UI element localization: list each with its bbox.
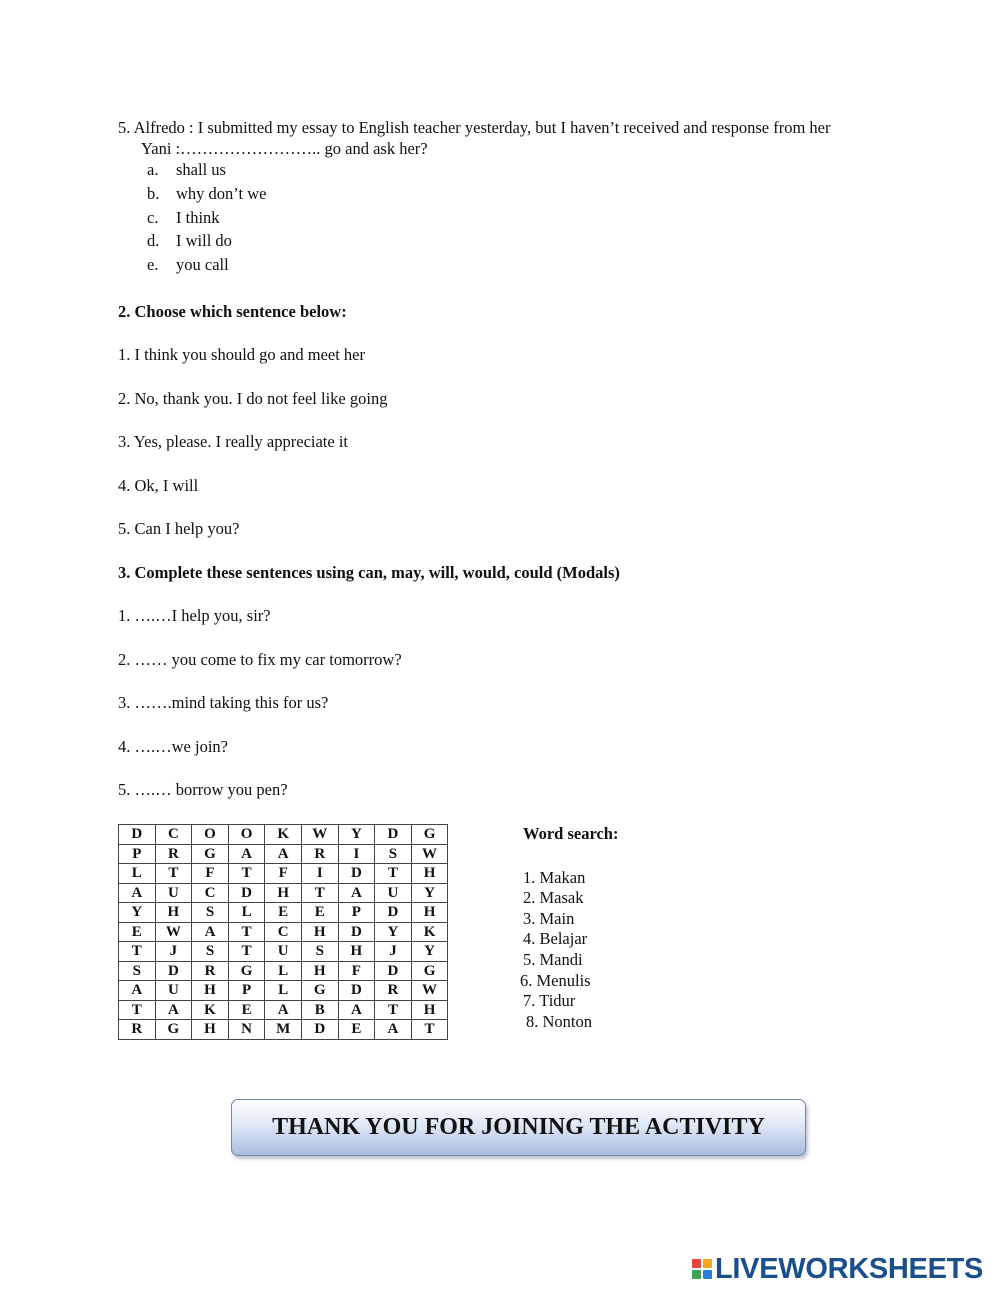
grid-cell[interactable]: D	[375, 903, 412, 923]
grid-cell[interactable]: H	[338, 942, 375, 962]
grid-cell[interactable]: R	[301, 844, 338, 864]
grid-cell[interactable]: T	[411, 1020, 448, 1040]
grid-cell[interactable]: B	[301, 1000, 338, 1020]
grid-cell[interactable]: O	[192, 825, 229, 845]
grid-cell[interactable]: R	[119, 1020, 156, 1040]
grid-cell[interactable]: T	[301, 883, 338, 903]
grid-cell[interactable]: T	[119, 1000, 156, 1020]
sentence-1: 1. I think you should go and meet her	[118, 345, 366, 364]
grid-cell[interactable]: A	[338, 1000, 375, 1020]
modal-item-4: 4. ….…we join?	[118, 737, 228, 756]
logo-wordmark: LIVEWORKSHEETS	[715, 1252, 984, 1285]
option-letter: d.	[147, 231, 160, 250]
grid-cell[interactable]: A	[228, 844, 265, 864]
grid-cell[interactable]: M	[265, 1020, 302, 1040]
grid-cell[interactable]: T	[228, 922, 265, 942]
word-item-4: 4. Belajar	[523, 929, 588, 948]
grid-cell[interactable]: D	[375, 961, 412, 981]
grid-cell[interactable]: G	[228, 961, 265, 981]
grid-cell[interactable]: E	[228, 1000, 265, 1020]
grid-cell[interactable]: G	[411, 825, 448, 845]
grid-cell[interactable]: D	[228, 883, 265, 903]
grid-cell[interactable]: T	[119, 942, 156, 962]
logo-mark-square	[692, 1259, 701, 1268]
logo-mark-square	[692, 1270, 701, 1279]
grid-cell[interactable]: F	[265, 864, 302, 884]
grid-cell[interactable]: Y	[119, 903, 156, 923]
grid-cell[interactable]: J	[375, 942, 412, 962]
grid-cell[interactable]: J	[155, 942, 192, 962]
option-text: why don’t we	[176, 184, 267, 203]
grid-cell[interactable]: L	[119, 864, 156, 884]
sentence-3: 3. Yes, please. I really appreciate it	[118, 432, 349, 451]
word-search-title: Word search:	[523, 824, 619, 843]
grid-cell[interactable]: H	[192, 1020, 229, 1040]
grid-cell[interactable]: L	[265, 981, 302, 1001]
grid-cell[interactable]: W	[411, 981, 448, 1001]
word-item-8: 8. Nonton	[526, 1012, 592, 1031]
grid-cell[interactable]: H	[411, 1000, 448, 1020]
modal-item-5: 5. ….… borrow you pen?	[118, 780, 288, 799]
grid-cell[interactable]: P	[338, 903, 375, 923]
modal-item-3: 3. …….mind taking this for us?	[118, 693, 329, 712]
grid-cell[interactable]: H	[192, 981, 229, 1001]
grid-row	[119, 903, 448, 923]
grid-cell[interactable]: L	[228, 903, 265, 923]
grid-cell[interactable]: A	[375, 1020, 412, 1040]
grid-cell[interactable]: F	[192, 864, 229, 884]
grid-cell[interactable]: R	[155, 844, 192, 864]
section2-heading: 2. Choose which sentence below:	[118, 302, 347, 321]
grid-cell[interactable]: T	[228, 942, 265, 962]
grid-cell[interactable]: D	[375, 825, 412, 845]
option-letter: c.	[147, 208, 159, 227]
grid-row	[119, 1000, 448, 1020]
grid-cell[interactable]: D	[338, 981, 375, 1001]
word-search-grid	[118, 824, 448, 1040]
grid-cell[interactable]: Y	[411, 883, 448, 903]
grid-cell[interactable]: S	[192, 903, 229, 923]
option-text: I think	[176, 208, 220, 227]
logo-mark-square	[703, 1270, 712, 1279]
grid-cell[interactable]: D	[155, 961, 192, 981]
thank-you-banner: THANK YOU FOR JOINING THE ACTIVITY	[231, 1099, 806, 1156]
grid-row	[119, 883, 448, 903]
grid-row	[119, 864, 448, 884]
grid-cell[interactable]: E	[119, 922, 156, 942]
grid-cell[interactable]: W	[155, 922, 192, 942]
grid-row	[119, 844, 448, 864]
grid-cell[interactable]: U	[155, 981, 192, 1001]
word-item-3: 3. Main	[523, 909, 575, 928]
grid-cell[interactable]: E	[265, 903, 302, 923]
grid-cell[interactable]: E	[301, 903, 338, 923]
grid-cell[interactable]: W	[411, 844, 448, 864]
grid-cell[interactable]: H	[265, 883, 302, 903]
grid-cell[interactable]: H	[301, 922, 338, 942]
grid-cell[interactable]: H	[411, 903, 448, 923]
sentence-2: 2. No, thank you. I do not feel like going	[118, 389, 388, 408]
option-letter: b.	[147, 184, 160, 203]
grid-cell[interactable]: S	[119, 961, 156, 981]
grid-row	[119, 981, 448, 1001]
grid-cell[interactable]: R	[192, 961, 229, 981]
grid-cell[interactable]: T	[228, 864, 265, 884]
grid-cell[interactable]: D	[119, 825, 156, 845]
grid-cell[interactable]: C	[155, 825, 192, 845]
grid-cell[interactable]: D	[338, 922, 375, 942]
grid-cell[interactable]: A	[265, 1000, 302, 1020]
grid-cell[interactable]: S	[301, 942, 338, 962]
grid-cell[interactable]: Y	[411, 942, 448, 962]
grid-cell[interactable]: O	[228, 825, 265, 845]
liveworksheets-logo[interactable]	[692, 1252, 983, 1286]
grid-cell[interactable]: K	[192, 1000, 229, 1020]
option-letter: e.	[147, 255, 159, 274]
grid-row	[119, 922, 448, 942]
grid-cell[interactable]: H	[155, 903, 192, 923]
grid-row	[119, 961, 448, 981]
modal-item-1: 1. ….…I help you, sir?	[118, 606, 271, 625]
grid-cell[interactable]: K	[265, 825, 302, 845]
option-text: I will do	[176, 231, 232, 250]
grid-cell[interactable]: A	[119, 883, 156, 903]
grid-cell[interactable]: Y	[375, 922, 412, 942]
section3-heading: 3. Complete these sentences using can, may, will, would, could (Modals)	[118, 563, 620, 582]
grid-cell[interactable]: G	[155, 1020, 192, 1040]
grid-cell[interactable]: U	[265, 942, 302, 962]
option-text: you call	[176, 255, 229, 274]
word-item-7: 7. Tidur	[523, 991, 576, 1010]
logo-mark-square	[703, 1259, 712, 1268]
grid-cell[interactable]: S	[375, 844, 412, 864]
grid-cell[interactable]: E	[338, 1020, 375, 1040]
word-item-2: 2. Masak	[523, 888, 584, 907]
grid-cell[interactable]: K	[411, 922, 448, 942]
grid-cell[interactable]: T	[375, 864, 412, 884]
q5-answer-line: Yani :…………………….. go and ask her?	[141, 139, 428, 158]
grid-cell[interactable]: H	[301, 961, 338, 981]
grid-row	[119, 825, 448, 845]
word-item-5: 5. Mandi	[523, 950, 583, 969]
option-letter: a.	[147, 160, 159, 179]
grid-cell[interactable]: U	[155, 883, 192, 903]
grid-cell[interactable]: A	[119, 981, 156, 1001]
q5-question-line: 5. Alfredo : I submitted my essay to English teacher yesterday, but I haven’t received and response from her	[118, 118, 831, 137]
grid-cell[interactable]: P	[228, 981, 265, 1001]
modal-item-2: 2. …… you come to fix my car tomorrow?	[118, 650, 402, 669]
grid-cell[interactable]: L	[265, 961, 302, 981]
sentence-4: 4. Ok, I will	[118, 476, 199, 495]
word-item-6: 6. Menulis	[520, 971, 591, 990]
grid-cell[interactable]: U	[375, 883, 412, 903]
grid-row	[119, 942, 448, 962]
grid-cell[interactable]: W	[301, 825, 338, 845]
grid-cell[interactable]: S	[192, 942, 229, 962]
word-item-1: 1. Makan	[523, 868, 586, 887]
grid-cell[interactable]: G	[192, 844, 229, 864]
option-text: shall us	[176, 160, 226, 179]
grid-cell[interactable]: A	[338, 883, 375, 903]
grid-cell[interactable]: A	[192, 922, 229, 942]
grid-cell[interactable]: C	[265, 922, 302, 942]
grid-cell[interactable]: D	[301, 1020, 338, 1040]
sentence-5: 5. Can I help you?	[118, 519, 240, 538]
grid-cell[interactable]: R	[375, 981, 412, 1001]
grid-cell[interactable]: P	[119, 844, 156, 864]
grid-cell[interactable]: H	[411, 864, 448, 884]
grid-cell[interactable]: A	[155, 1000, 192, 1020]
grid-cell[interactable]: Y	[338, 825, 375, 845]
grid-row	[119, 1020, 448, 1040]
grid-cell[interactable]: G	[411, 961, 448, 981]
grid-cell[interactable]: F	[338, 961, 375, 981]
grid-cell[interactable]: T	[375, 1000, 412, 1020]
grid-cell[interactable]: D	[338, 864, 375, 884]
logo-mark-icon	[692, 1259, 712, 1279]
grid-cell[interactable]: N	[228, 1020, 265, 1040]
grid-cell[interactable]: G	[301, 981, 338, 1001]
grid-cell[interactable]: C	[192, 883, 229, 903]
grid-cell[interactable]: I	[301, 864, 338, 884]
grid-cell[interactable]: T	[155, 864, 192, 884]
grid-cell[interactable]: I	[338, 844, 375, 864]
grid-cell[interactable]: A	[265, 844, 302, 864]
